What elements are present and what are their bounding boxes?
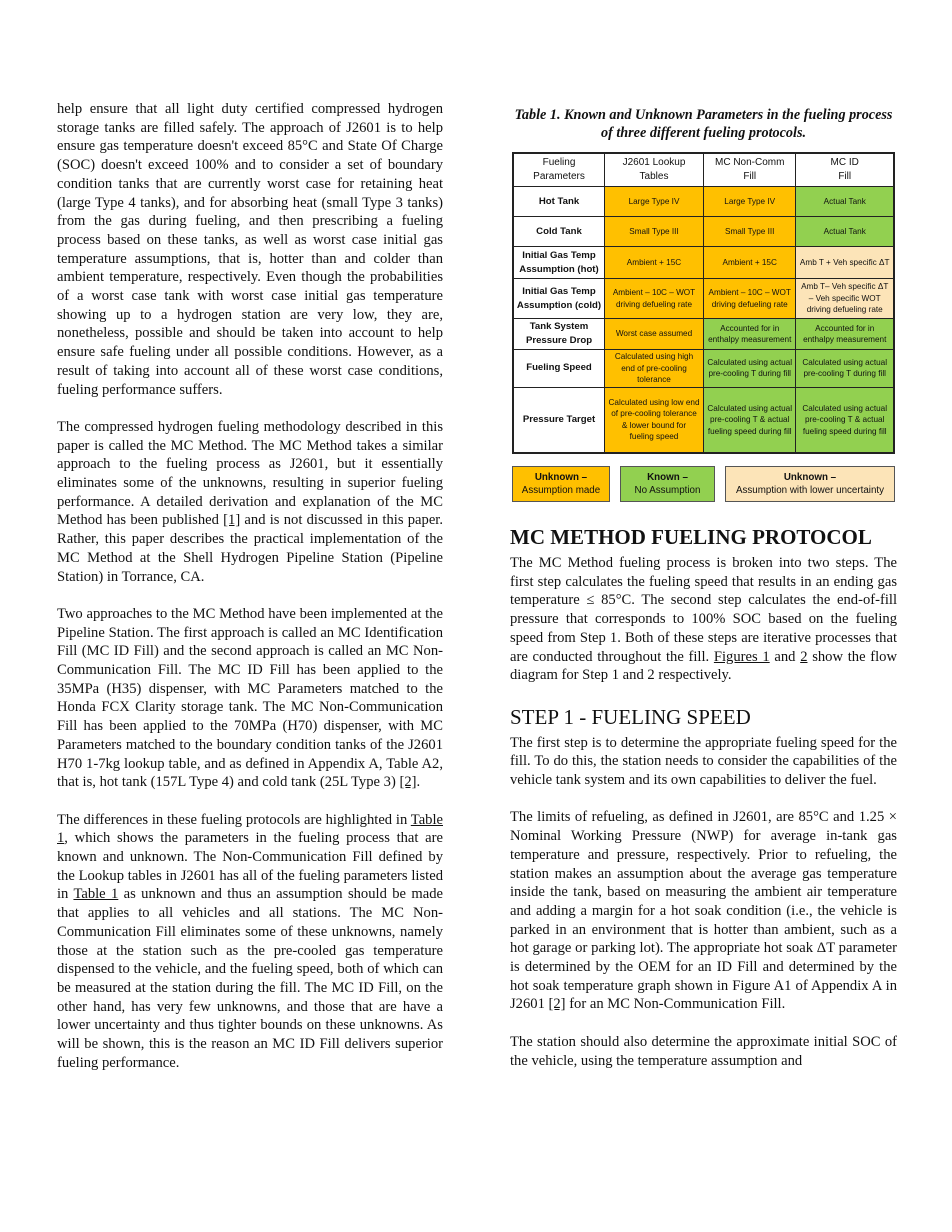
- left-column: [57, 100, 443, 1091]
- table-cell: Calculated using high end of pre-cooling tolerance: [605, 350, 704, 388]
- column-header: MC Non-Comm Fill: [704, 153, 796, 187]
- paragraph-differences: The differences in these fueling protocols are highlighted in Table 1, which shows the parameters in the fueling process that are known and unknown. The Non-Communication Fill defined by the Lookup tables in J2601 has all of the fueling parameters listed in Table 1 as unknown and thus an assumption should be made that applies to all vehicles and all stations. The MC Non-Communication Fill eliminates some of these unknowns, namely those at the station such as the pre-cooled gas temperature dispensed to the vehicle, and the fueling speed, both of which can be measured at the station during the fill. The MC ID Fill, on the other hand, has very few unknowns, and those that are have a lower uncertainty and thus tighter bounds on these unknowns. As will be shown, this is the reason an MC ID Fill delivers superior fueling performance.: [57, 811, 443, 1071]
- table-1-link-2[interactable]: Table 1: [73, 886, 119, 903]
- row-label: Cold Tank: [513, 217, 605, 247]
- row-label: Initial Gas Temp Assumption (cold): [513, 279, 605, 319]
- table-cell: Actual Tank: [796, 217, 894, 247]
- table-cell: Ambient – 10C – WOT driving defueling rate: [605, 279, 704, 319]
- section-heading-mc-method: MC METHOD FUELING PROTOCOL: [510, 525, 872, 549]
- table-cell: Calculated using actual pre-cooling T & actual fueling speed during fill: [704, 387, 796, 453]
- table-cell: Calculated using actual pre-cooling T during fill: [796, 350, 894, 388]
- row-label: Hot Tank: [513, 187, 605, 217]
- table-cell: Small Type III: [605, 217, 704, 247]
- column-header: MC ID Fill: [796, 153, 894, 187]
- table-1-link[interactable]: Table 1: [57, 811, 443, 847]
- table-row: [513, 187, 894, 217]
- table-row: [513, 247, 894, 279]
- row-label: Tank System Pressure Drop: [513, 319, 605, 350]
- column-header: Fueling Parameters: [513, 153, 605, 187]
- paragraph-mc-steps: The MC Method fueling process is broken into two steps. The first step calculates the fueling speed that results in an ending gas temperature ≤ 85°C. The second step calculates the end-of-fill pressure that corresponds to 100% SOC based on the fueling speed from Step 1. Both of these steps are iterative processes that are conducted throughout the fill. Figures 1 and 2 show the flow diagram for Step 1 and 2 respectively.: [510, 555, 898, 684]
- paragraph-step1-intro: The first step is to determine the appropriate fueling speed for the fill. To do this, the station needs to consider the capabilities of the vehicle tank system and its own capabilities to deliver the fuel.: [510, 734, 897, 789]
- table-row: [513, 319, 894, 350]
- paragraph-safety: help ensure that all light duty certified compressed hydrogen storage tanks are filled safely. The approach of J2601 is to help ensure gas temperature doesn't exceed 85°C and State Of Charge (SOC) doesn't exceed 100% and to consider a set of boundary condition tanks that are currently worst case for retaining heat (large Type 4 tanks), and for absorbing heat (small Type 3 tanks) from the gas during fueling, and then prescribing a fueling process based on these tanks, as well as worst case initial gas temperature assumptions, that is, hotter than and colder than ambient temperature, respectively. Even though the probabilities of a worst case tank with worst case initial gas temperature showing up to a hydrogen station are very low, they are, nonetheless, possible and should be taken into account to help ensure safe fueling under all possible conditions. However, as a result of taking into account all of these worst case conditions, fueling performance suffers.: [57, 101, 443, 398]
- paragraph-initial-soc: The station should also determine the approximate initial SOC of the vehicle, using the temperature assumption and: [510, 1033, 897, 1069]
- ref-link-2[interactable]: [2]: [399, 774, 417, 791]
- table-caption: Table 1. Known and Unknown Parameters in the fueling process of three different fueling protocols.: [514, 107, 893, 141]
- table-row: [513, 217, 894, 247]
- table-cell: Accounted for in enthalpy measurement: [796, 319, 894, 350]
- table-cell: Large Type IV: [605, 187, 704, 217]
- table-row: [513, 387, 894, 453]
- table-cell: Ambient + 15C: [605, 247, 704, 279]
- legend-item: Unknown – Assumption made: [512, 466, 610, 502]
- row-label: Pressure Target: [513, 387, 605, 453]
- row-label: Initial Gas Temp Assumption (hot): [513, 247, 605, 279]
- section-heading-step-1: STEP 1 - FUELING SPEED: [510, 704, 751, 729]
- table-row: [513, 350, 894, 388]
- table-legend: [512, 466, 895, 502]
- table-header-row: [513, 153, 894, 187]
- table-cell: Large Type IV: [704, 187, 796, 217]
- figure-2-link[interactable]: 2: [800, 648, 808, 665]
- row-label: Fueling Speed: [513, 350, 605, 388]
- table-cell: Worst case assumed: [605, 319, 704, 350]
- table-cell: Amb T + Veh specific ΔT: [796, 247, 894, 279]
- table-row: [513, 279, 894, 319]
- ref-link-1[interactable]: [1]: [223, 512, 241, 529]
- table-cell: Small Type III: [704, 217, 796, 247]
- table-cell: Calculated using low end of pre-cooling tolerance & lower bound for fueling speed: [605, 387, 704, 453]
- paragraph-approaches: Two approaches to the MC Method have been implemented at the Pipeline Station. The first approach is called an MC Identification Fill (MC ID Fill) and the second approach is called an MC Non-Communication Fill. The MC ID Fill has been applied to the 35MPa (H35) dispenser, with MC Parameters matched to the Honda FCX Clarity storage tank. The MC Non-Communication Fill has been applied to the 70MPa (H70) dispenser, with MC Parameters matched to the boundary condition tanks of the J2601 H70 1-7kg lookup table, and as defined in Appendix A, Table A2, that is, hot tank (157L Type 4) and cold tank (25L Type 3) [2].: [57, 605, 443, 791]
- table-cell: Ambient – 10C – WOT driving defueling rate: [704, 279, 796, 319]
- table-cell: Actual Tank: [796, 187, 894, 217]
- table-cell: Ambient + 15C: [704, 247, 796, 279]
- paragraph-limits: The limits of refueling, as defined in J2601, are 85°C and 1.25 × Nominal Working Pressure (NWP) for average in-tank gas temperature and pressure, respectively. Prior to refueling, the station makes an assumption about the average gas temperature inside the tank, based on measuring the ambient air temperature and adding a margin for a hot soak condition (i.e., the vehicle is parked in an environment that is hotter than ambient, such as a hot garage or parking lot). The appropriate hot soak ΔT parameter is determined by the OEM for an ID Fill and determined by the hot soak temperature graph shown in Figure A1 of Appendix A in J2601 [2] for an MC Non-Communication Fill.: [510, 809, 897, 1013]
- table-cell: Amb T– Veh specific ΔT – Veh specific WOT driving defueling rate: [796, 279, 894, 319]
- table-cell: Calculated using actual pre-cooling T & actual fueling speed during fill: [796, 387, 894, 453]
- legend-item: Unknown – Assumption with lower uncertainty: [725, 466, 895, 502]
- ref-link-2b[interactable]: [2]: [548, 996, 566, 1013]
- table-cell: Calculated using actual pre-cooling T during fill: [704, 350, 796, 388]
- paragraph-mc-method: The compressed hydrogen fueling methodology described in this paper is called the MC Method. The MC Method takes a similar approach to the fueling process as J2601, but it essentially eliminates some of the unknowns, resulting in superior fueling performance. A detailed derivation and explanation of the MC Method has been published [1] and is not discussed in this paper. Rather, this paper describes the practical implementation of the MC Method at the Shell Hydrogen Pipeline Station (Pipeline Station) in Torrance, CA.: [57, 418, 444, 585]
- legend-item: Known – No Assumption: [620, 466, 715, 502]
- figures-1-link[interactable]: Figures 1: [713, 648, 770, 665]
- parameters-table: [512, 152, 895, 454]
- table-cell: Accounted for in enthalpy measurement: [704, 319, 796, 350]
- right-column: [510, 100, 897, 1089]
- column-header: J2601 Lookup Tables: [605, 153, 704, 187]
